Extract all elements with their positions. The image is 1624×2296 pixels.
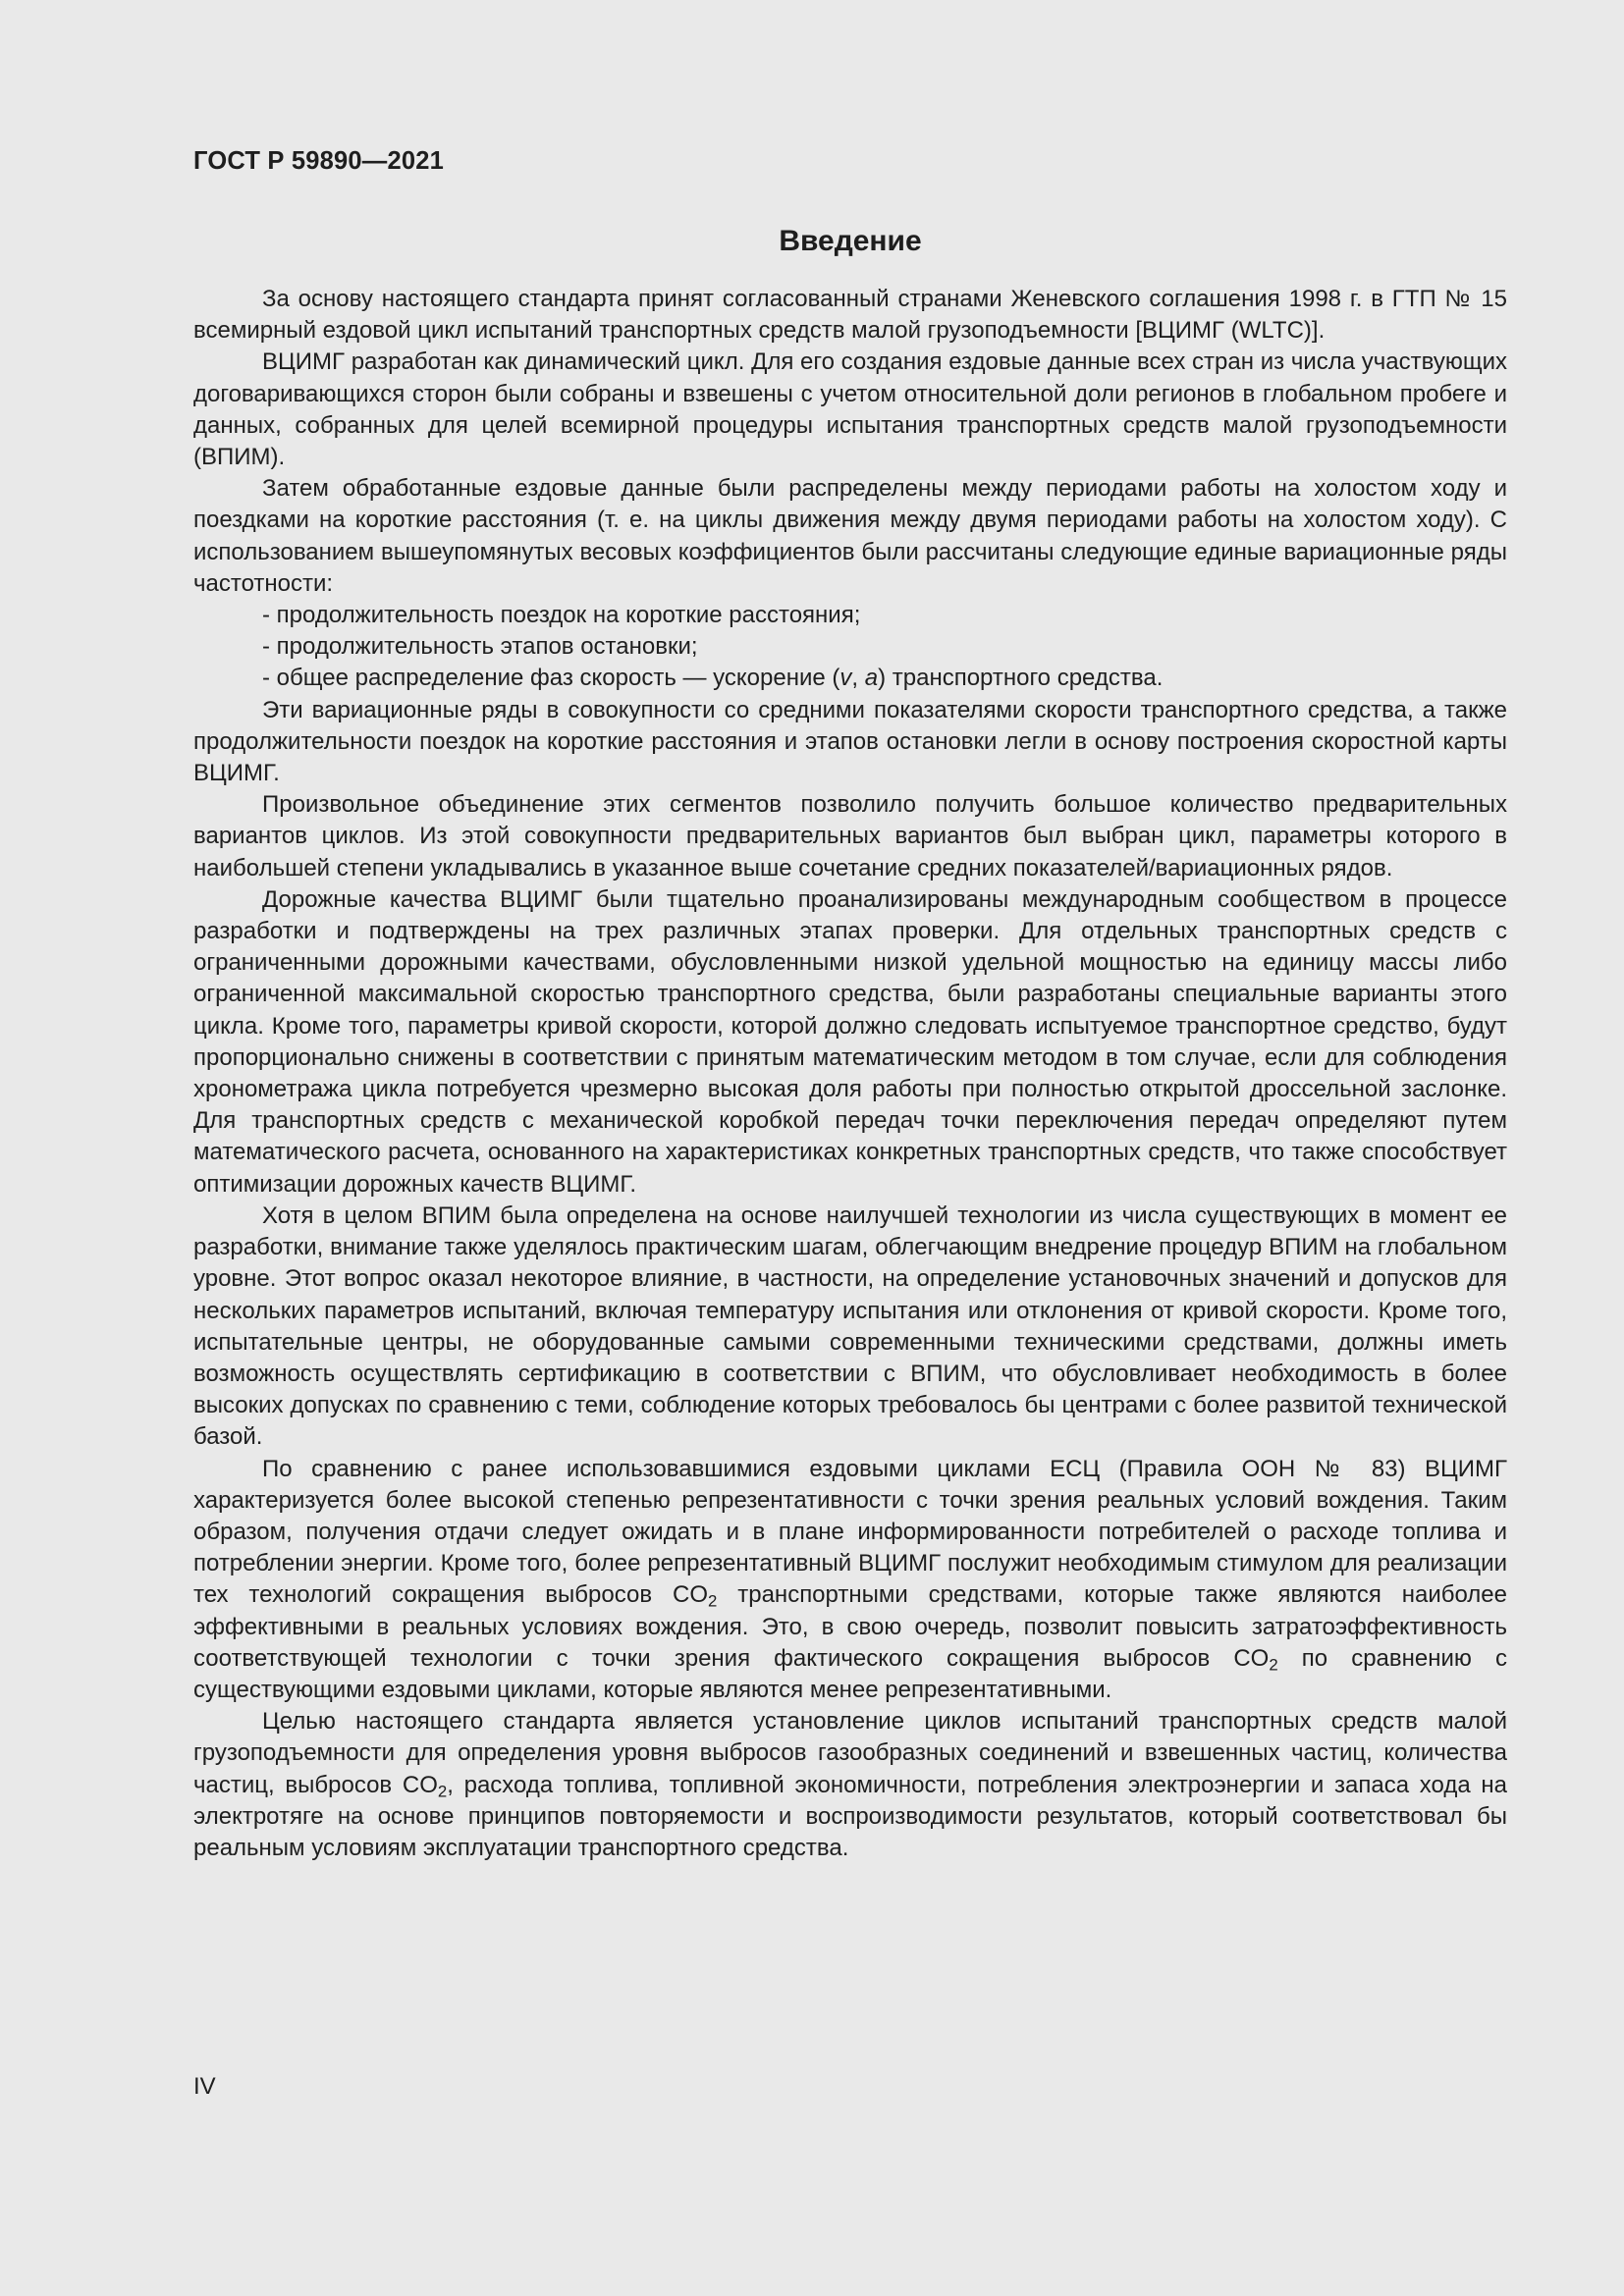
paragraph: Эти вариационные ряды в совокупности со средними показателями скорости транспортного средства, а также продолжительности поездок на короткие расстояния и этапов остановки легли в основу построения скоростной карты ВЦИМГ. [193, 696, 1507, 787]
text-run: по сравнению с существующими ездовыми циклами, которые являются менее репрезентативными. [193, 1644, 1507, 1703]
standard-designation: ГОСТ Р 59890—2021 [193, 147, 445, 175]
paragraph: Затем обработанные ездовые данные были распределены между периодами работы на холостом ходу и поездками на короткие расстояния (т. е. на циклы движения между двумя периодами работы на холостом ходу). С использованием вышеупомянутых весовых коэффициентов были рассчитаны следующие единые вариационные ряды частотности: [193, 475, 1507, 597]
text-run: Целью настоящего стандарта является установление циклов испытаний транспортных средств малой грузоподъемности для определения уровня выбросов газообразных соединений и взвешенных частиц, количества частиц, выбросов CO [193, 1708, 1507, 1798]
text-run: - общее распределение фаз скорость — ускорение ( [262, 665, 840, 692]
section-title: Введение [779, 225, 922, 257]
section-body [193, 284, 1507, 1864]
paragraph: ВЦИМГ разработан как динамический цикл. Для его создания ездовые данные всех стран из числа участвующих договаривающихся сторон были собраны и взвешены с учетом относительной доли регионов в глобальном пробеге и данных, собранных для целей всемирной процедуры испытания транспортных средств малой грузоподъемности (ВПИМ). [193, 348, 1507, 471]
paragraph: За основу настоящего стандарта принят согласованный странами Женевского соглашения 1998 г. в ГТП № 15 всемирный ездовой цикл испытаний транспортных средств малой грузоподъемности [ВЦИМГ (WLTC)]. [193, 286, 1507, 345]
subscript: 2 [437, 1782, 448, 1801]
subscript: 2 [708, 1592, 718, 1612]
list-item: - продолжительность поездок на короткие расстояния; [262, 602, 861, 629]
variable-a: a [864, 665, 879, 692]
text-run: По сравнению с ранее использовавшимися ездовыми циклами ЕСЦ (Правила ООН № 83) ВЦИМГ характеризуется более высокой степенью репрезентативности с точки зрения реальных условий вождения. Таким образом, получения отдачи следует ожидать и в плане информированности потребителей о расходе топлива и потреблении энергии. Кроме того, более репрезентативный ВЦИМГ послужит необходимым стимулом для реализации тех технологий сокращения выбросов CO [193, 1455, 1507, 1609]
document-page [193, 0, 1507, 2296]
list-item [193, 663, 1507, 694]
paragraph: Произвольное объединение этих сегментов позволило получить большое количество предварительных вариантов циклов. Из этой совокупности предварительных вариантов был выбран цикл, параметры которого в наибольшей степени укладывались в указанное выше сочетание средних показателей/вариационных рядов. [193, 791, 1507, 881]
text-run: транспортными средствами, которые также являются наиболее эффективными в реальных условиях вождения. Это, в свою очередь, позволит повысить затратоэффективность соответствующей технологии с точки зрения фактического сокращения выбросов CO [193, 1581, 1508, 1672]
paragraph [193, 1706, 1507, 1864]
paragraph: Дорожные качества ВЦИМГ были тщательно проанализированы международным сообществом в процессе разработки и подтверждены на трех различных этапах проверки. Для отдельных транспортных средств с ограниченными дорожными качествами, обусловленными низкой удельной мощностью на единицу массы либо ограниченной максимальной скоростью транспортного средства, были разработаны специальные варианты этого цикла. Кроме того, параметры кривой скорости, которой должно следовать испытуемое транспортное средство, будут пропорционально снижены в соответствии с принятым математическим методом в том случае, если для соблюдения хронометража цикла потребуется чрезмерно высокая доля работы при полностью открытой дроссельной заслонке. Для транспортных средств с механической коробкой передач точки переключения передач определяют путем математического расчета, основанного на характеристиках конкретных транспортных средств, что также способствует оптимизации дорожных качеств ВЦИМГ. [193, 885, 1507, 1198]
list-item: - продолжительность этапов остановки; [262, 633, 698, 661]
variable-v: v [839, 665, 852, 692]
paragraph: Хотя в целом ВПИМ была определена на основе наилучшей технологии из числа существующих в момент ее разработки, внимание также уделялось практическим шагам, облегчающим внедрение процедур ВПИМ на глобальном уровне. Этот вопрос оказал некоторое влияние, в частности, на определение установочных значений и допусков для нескольких параметров испытаний, включая температуру испытания или отклонения от кривой скорости. Кроме того, испытательные центры, не оборудованные самыми современными техническими средствами, должны иметь возможность осуществлять сертификацию в соответствии с ВПИМ, что обусловливает необходимость в более высоких допусках по сравнению с теми, соблюдение которых требовалось бы центрами с более развитой технической базой. [193, 1201, 1507, 1451]
text-run: ) транспортного средства. [878, 665, 1164, 692]
text-run: , [851, 665, 865, 692]
text-run: , расхода топлива, топливной экономичности, потребления электроэнергии и запаса хода на электротяге на основе принципов повторяемости и воспроизводимости результатов, который соответствовал бы реальным условиям эксплуатации транспортного средства. [193, 1771, 1507, 1861]
subscript: 2 [1269, 1655, 1278, 1675]
page-number: IV [193, 2073, 216, 2100]
paragraph [193, 1454, 1507, 1707]
